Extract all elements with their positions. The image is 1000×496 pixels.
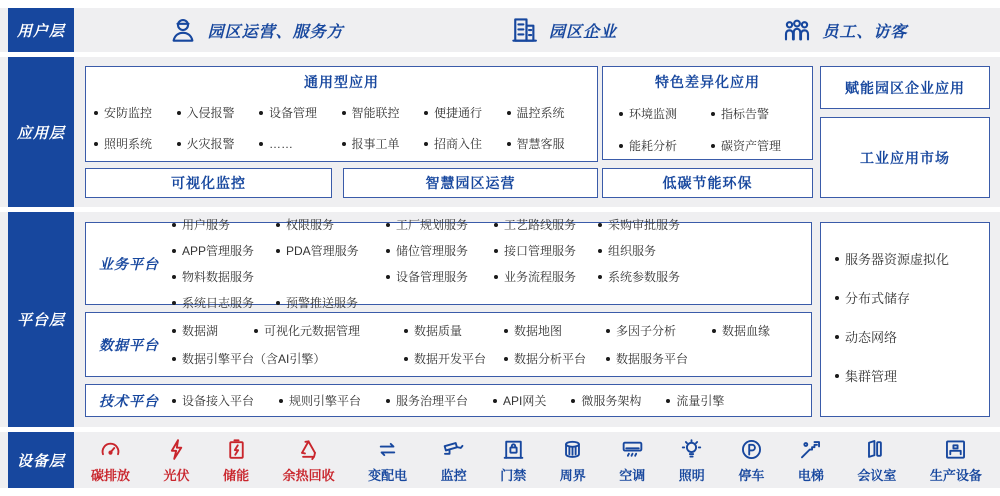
service-item: 设备管理服务 <box>386 268 494 285</box>
bulb-icon <box>679 437 704 462</box>
service-item: 数据服务平台 <box>606 350 811 367</box>
device-item <box>738 437 764 484</box>
service-item: 工厂规划服务 <box>386 216 494 233</box>
gauge-icon <box>98 437 123 462</box>
service-item: 系统参数服务 <box>598 268 811 285</box>
device-item-label: 变配电 <box>368 467 408 483</box>
app-item: 设备管理 <box>259 104 342 121</box>
device-item-label: 余热回收 <box>282 467 335 483</box>
service-item: 数据血缘 <box>712 322 811 339</box>
app-item: 环境监测 <box>619 105 711 122</box>
service-item: 服务治理平台 <box>386 392 468 409</box>
special-apps-list <box>609 105 806 154</box>
service-item: 数据引擎平台（含AI引擎） <box>172 350 404 367</box>
viz-monitor-title: 可视化监控 <box>171 175 246 191</box>
device-item-label: 监控 <box>440 467 467 483</box>
service-item: 数据湖 <box>172 322 254 339</box>
infra-item: 服务器资源虚拟化 <box>835 249 989 268</box>
device-layer-label: 设备层 <box>8 432 74 488</box>
app-item: 报事工单 <box>342 135 425 152</box>
device-item-label: 光伏 <box>163 467 190 483</box>
meeting-room-icon <box>864 437 889 462</box>
app-layer-label: 应用层 <box>8 57 74 207</box>
service-item: 数据开发平台 <box>404 350 504 367</box>
device-item-label: 照明 <box>678 467 705 483</box>
device-item <box>798 437 824 484</box>
service-item: 设备接入平台 <box>172 392 254 409</box>
perimeter-icon <box>560 437 585 462</box>
low-carbon-box <box>602 168 813 198</box>
device-layer-row <box>0 432 1000 488</box>
device-item <box>91 437 130 484</box>
generic-apps-title: 通用型应用 <box>304 74 379 90</box>
app-item: …… <box>259 135 342 152</box>
device-item-label: 停车 <box>738 467 765 483</box>
service-item: API网关 <box>493 392 546 409</box>
user-item <box>168 15 344 45</box>
special-apps-box <box>602 66 813 160</box>
business-platform-box <box>85 218 812 310</box>
device-item-label: 电梯 <box>797 467 824 483</box>
business-platform-list <box>172 216 811 311</box>
platform-layer-label: 平台层 <box>8 212 74 427</box>
device-item-label: 生产设备 <box>929 467 982 483</box>
user-layer-items <box>85 8 990 52</box>
user-item-label: 园区运营、服务方 <box>207 23 344 41</box>
tech-platform-box <box>85 384 812 417</box>
parking-icon <box>739 437 764 462</box>
platform-layer-row <box>0 212 1000 427</box>
service-item: 数据分析平台 <box>504 350 606 367</box>
device-item <box>500 437 526 484</box>
device-item-label: 周界 <box>559 467 586 483</box>
service-item: 接口管理服务 <box>494 242 598 259</box>
service-item: PDA管理服务 <box>276 242 386 259</box>
device-item <box>368 437 407 484</box>
service-item: APP管理服务 <box>172 242 276 259</box>
device-layer-items <box>85 432 990 488</box>
empower-title: 赋能园区企业应用 <box>845 79 965 96</box>
data-platform-title: 数据平台 <box>99 336 159 353</box>
user-item-label: 员工、访客 <box>822 23 908 41</box>
service-item: 可视化元数据管理 <box>254 322 404 339</box>
app-item: 入侵报警 <box>177 104 260 121</box>
app-item: 智慧客服 <box>507 135 590 152</box>
empower-box <box>820 66 990 109</box>
service-item: 微服务架构 <box>571 392 641 409</box>
visitors-icon <box>782 15 812 45</box>
infrastructure-box <box>820 222 990 417</box>
data-platform-box <box>85 312 812 377</box>
battery-icon <box>224 437 249 462</box>
infra-item: 分布式储存 <box>835 288 989 307</box>
data-platform-list <box>172 322 811 367</box>
user-item <box>782 15 907 45</box>
viz-monitor-box <box>85 168 332 198</box>
generic-apps-list <box>94 104 589 152</box>
device-item <box>619 437 645 484</box>
device-item <box>223 437 249 484</box>
service-item: 用户服务 <box>172 216 276 233</box>
service-item: 多因子分析 <box>606 322 712 339</box>
escalator-icon <box>798 437 823 462</box>
app-item: 便捷通行 <box>424 104 507 121</box>
device-item <box>857 437 896 484</box>
user-layer-row <box>0 8 1000 52</box>
service-item: 权限服务 <box>276 216 386 233</box>
special-apps-title: 特色差异化应用 <box>655 74 760 90</box>
smart-park-title: 智慧园区运营 <box>425 175 516 191</box>
generic-apps-box <box>85 66 598 162</box>
app-layer-content <box>85 57 990 207</box>
service-item: 规则引擎平台 <box>279 392 361 409</box>
service-item: 数据地图 <box>504 322 606 339</box>
device-item <box>930 437 982 484</box>
service-item: 业务流程服务 <box>494 268 598 285</box>
service-item: 采购审批服务 <box>598 216 811 233</box>
app-item: 碳资产管理 <box>711 137 806 154</box>
device-item <box>283 437 335 484</box>
low-carbon-title: 低碳节能环保 <box>662 175 753 191</box>
app-item: 火灾报警 <box>177 135 260 152</box>
building-icon <box>509 15 539 45</box>
industry-market-box <box>820 117 990 198</box>
tech-platform-list <box>172 392 811 409</box>
device-item <box>679 437 705 484</box>
device-item-label: 碳排放 <box>91 467 131 483</box>
app-item: 温控系统 <box>507 104 590 121</box>
device-item-label: 门禁 <box>500 467 527 483</box>
lightning-icon <box>164 437 189 462</box>
machine-icon <box>943 437 968 462</box>
smart-park-box <box>343 168 598 198</box>
service-item: 预警推送服务 <box>276 294 494 311</box>
device-item-label: 空调 <box>619 467 646 483</box>
device-item <box>164 437 190 484</box>
operator-icon <box>168 15 198 45</box>
infra-item: 集群管理 <box>835 366 989 385</box>
service-item: 工艺路线服务 <box>494 216 598 233</box>
service-item: 系统日志服务 <box>172 294 276 311</box>
service-item: 物料数据服务 <box>172 268 386 285</box>
industry-market-title: 工业应用市场 <box>860 149 950 166</box>
app-item: 智能联控 <box>342 104 425 121</box>
user-item <box>509 15 617 45</box>
device-item <box>441 437 467 484</box>
app-item: 照明系统 <box>94 135 177 152</box>
user-item-label: 园区企业 <box>548 23 617 41</box>
business-platform-title: 业务平台 <box>99 255 159 272</box>
service-item: 储位管理服务 <box>386 242 494 259</box>
ac-icon <box>620 437 645 462</box>
device-item <box>560 437 586 484</box>
service-item: 流量引擎 <box>666 392 724 409</box>
tech-platform-title: 技术平台 <box>99 392 159 409</box>
app-item: 招商入住 <box>424 135 507 152</box>
transfer-arrows-icon <box>375 437 400 462</box>
device-item-label: 储能 <box>223 467 250 483</box>
platform-layer-content <box>85 212 990 427</box>
service-item: 组织服务 <box>598 242 811 259</box>
service-item: 数据质量 <box>404 322 504 339</box>
app-item: 指标告警 <box>711 105 806 122</box>
recycle-icon <box>296 437 321 462</box>
app-item: 能耗分析 <box>619 137 711 154</box>
infra-item: 动态网络 <box>835 327 989 346</box>
cctv-icon <box>441 437 466 462</box>
user-layer-label: 用户层 <box>8 8 74 52</box>
app-layer-row <box>0 57 1000 207</box>
device-item-label: 会议室 <box>857 467 897 483</box>
app-item: 安防监控 <box>94 104 177 121</box>
infrastructure-list <box>835 249 989 385</box>
door-lock-icon <box>501 437 526 462</box>
